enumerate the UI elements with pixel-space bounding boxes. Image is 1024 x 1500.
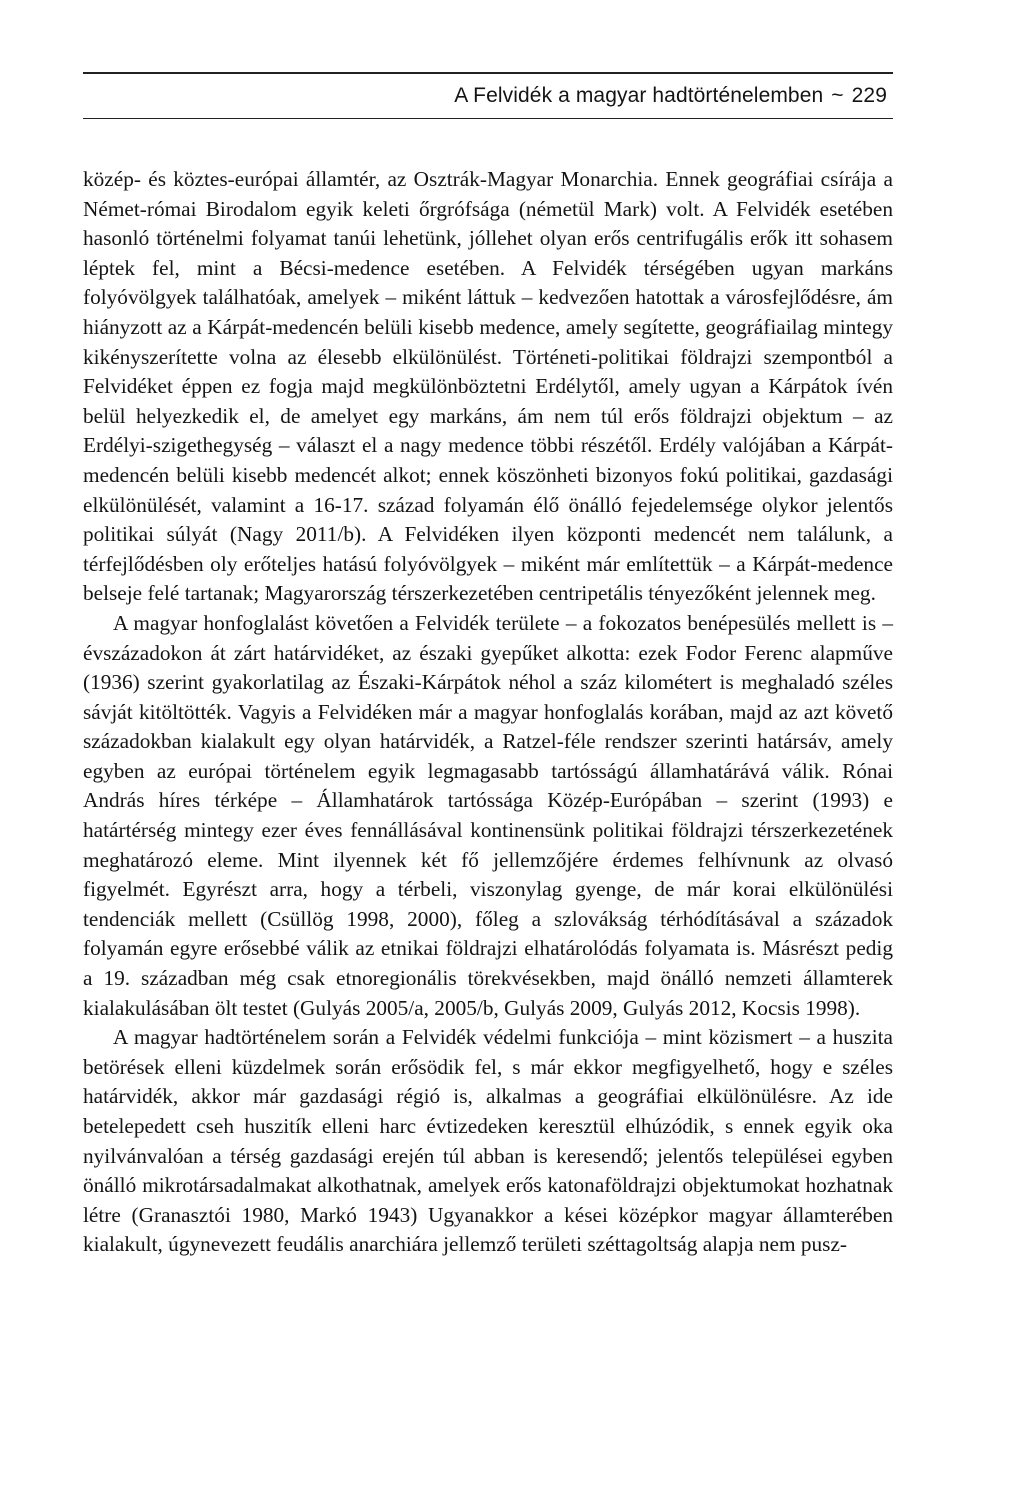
header-separator: ~ bbox=[831, 84, 844, 107]
paragraph-2: A magyar honfoglalást követően a Felvidék területe – a fokozatos benépesülés mellett is – évszázadokon át zárt határvidéket, az északi gyepűket alkotta: ezek Fodor Ferenc alapműve (1936) szerint gyakorlatilag az Északi-Kárpátok néhol a száz kilométert is meghaladó széles sávját kitöltötték. Vagyis a Felvidéken már a magyar honfoglalás korában, majd az azt követő századokban kialakult egy olyan határvidék, a Ratzel-féle rendszer szerinti határsáv, amely egyben az európai történelem egyik legmagasabb tartósságú államhatárává válik. Rónai András híres térképe – Államhatárok tartóssága Közép-Európában – szerint (1993) e határtérség mintegy ezer éves fennállásával kontinensünk politikai földrajzi térszerkezetének meghatározó eleme. Mint ilyennek két fő jellemzőjére érdemes felhívnunk az olvasó figyelmét. Egyrészt arra, hogy a térbeli, viszonylag gyenge, de már korai elkülönülési tendenciák mellett (Csüllög 1998, 2000), főleg a szlovákság térhódításával a századok folyamán egyre erősebbé válik az etnikai földrajzi elhatárolódás folyamata is. Másrészt pedig a 19. században még csak etnoregionális törekvésekben, majd önálló nemzeti államterek kialakulásában ölt testet (Gulyás 2005/a, 2005/b, Gulyás 2009, Gulyás 2012, Kocsis 1998). bbox=[83, 610, 893, 1020]
body-text bbox=[83, 165, 893, 1260]
running-title: A Felvidék a magyar hadtörténelemben bbox=[454, 84, 824, 107]
running-header bbox=[83, 72, 893, 119]
paragraph-1: közép- és köztes-európai államtér, az Osztrák-Magyar Monarchia. Ennek geográfiai csírája a Német-római Birodalom egyik keleti őrgrófsága (németül Mark) volt. A Felvidék esetében hasonló történelmi folyamat tanúi lehetünk, jóllehet olyan erős centrifugális erők itt sohasem léptek fel, mint a Bécsi-medence esetében. A Felvidék térségében ugyan markáns folyóvölgyek találhatóak, amelyek – miként láttuk – kedvezően hatottak a városfejlődésre, ám hiányzott az a Kárpát-medencén belüli kisebb medence, amely segítette, geográfiailag mintegy kikényszerítette volna az élesebb elkülönülést. Történeti-politikai földrajzi szempontból a Felvidéket éppen ez fogja majd megkülönböztetni Erdélytől, amely ugyan a Kárpátok ívén belül helyezkedik el, de amelyet egy markáns, ám nem túl erős földrajzi objektum – az Erdélyi-szigethegység – választ el a nagy medence többi részétől. Erdély valójában a Kárpát-medencén belüli kisebb medencét alkot; ennek köszönheti bizonyos fokú politikai, gazdasági elkülönülését, valamint a 16-17. század folyamán élő önálló fejedelemsége olykor jelentős politikai súlyát (Nagy 2011/b). A Felvidéken ilyen központi medencét nem találunk, a térfejlődésben oly erőteljes hatású folyóvölgyek – miként már említettük – a Kárpát-medence belseje felé tartanak; Magyarország térszerkezetében centripetális tényezőként jelennek meg. bbox=[83, 167, 893, 606]
paragraph-3: A magyar hadtörténelem során a Felvidék védelmi funkciója – mint közismert – a huszita betörések elleni küzdelmek során erősödik fel, s már ekkor megfigyelhető, hogy e széles határvidék, akkor már gazdasági régió is, alkalmas a geográfiai elkülönülésre. Az ide betelepedett cseh huszitík elleni harc évtizedeken keresztül elhúzódik, s ennek egyik oka nyilvánvalóan a térség gazdasági erején túl abban is keresendő; jelentős települései egyben önálló mikrotársadalmakat alkothatnak, amelyek erős katonaföldrajzi objektumokat hozhatnak létre (Granasztói 1980, Markó 1943) Ugyanakkor a kései középkor magyar államterében kialakult, úgynevezett feudális anarchiára jellemző területi széttagoltság alapja nem pusz- bbox=[83, 1025, 893, 1257]
page-number: 229 bbox=[851, 84, 887, 107]
page bbox=[83, 72, 893, 1260]
